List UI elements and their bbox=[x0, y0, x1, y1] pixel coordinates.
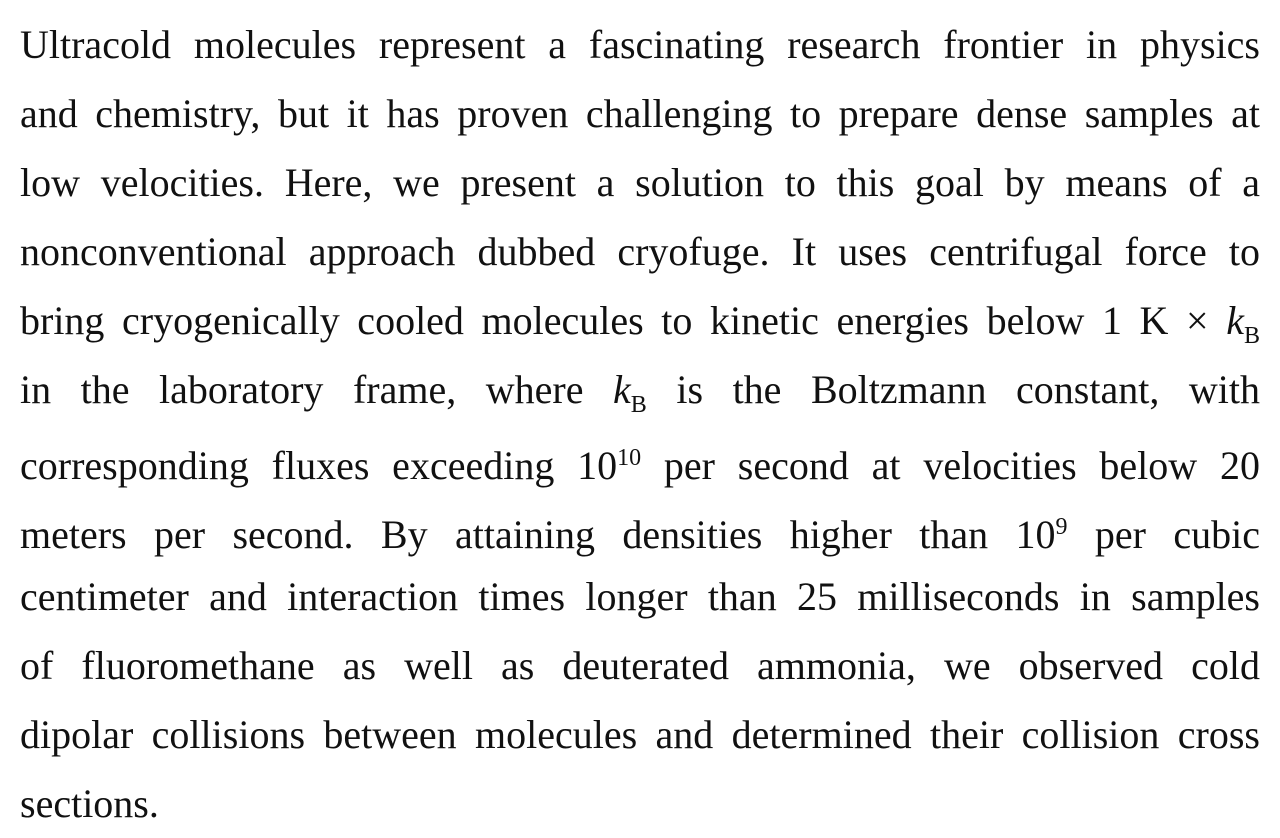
line-text: meters per second. By attaining densities higher than bbox=[20, 512, 1016, 557]
power-of-ten: $10^{10}$ bbox=[577, 443, 642, 488]
line-text: Ultracold molecules represent a fascinating research frontier in physics bbox=[20, 22, 1260, 67]
boltzmann-symbol: $k_B$ bbox=[1226, 298, 1260, 349]
text-line-8 bbox=[20, 493, 1260, 562]
text-line-1 bbox=[20, 10, 1260, 79]
boltzmann-symbol: $k_B$ bbox=[613, 367, 647, 418]
abstract-text-block bbox=[20, 10, 1260, 830]
line-text: dipolar collisions between molecules and determined their collision cross bbox=[20, 712, 1260, 757]
line-text: nonconventional approach dubbed cryofuge. It uses centrifugal force to bbox=[20, 229, 1260, 274]
text-line-5 bbox=[20, 286, 1260, 355]
superscript-exponent: 10 bbox=[617, 445, 642, 471]
superscript-exponent: 9 bbox=[1055, 514, 1068, 540]
line-text: in the laboratory frame, where bbox=[20, 367, 614, 412]
line-text: and chemistry, but it has proven challenging to prepare dense samples at bbox=[20, 91, 1260, 136]
text-line-2 bbox=[20, 79, 1260, 148]
line-text: is the Boltzmann constant, with bbox=[646, 367, 1260, 412]
text-line-12 bbox=[20, 769, 1260, 838]
text-line-6 bbox=[20, 355, 1260, 424]
line-text: corresponding fluxes exceeding bbox=[20, 443, 578, 488]
line-text: centimeter and interaction times longer than 25 milliseconds in samples bbox=[20, 574, 1260, 619]
text-line-7 bbox=[20, 424, 1260, 493]
text-line-4 bbox=[20, 217, 1260, 286]
power-of-ten: $10^9$ bbox=[1015, 512, 1068, 557]
line-text: per second at velocities below 20 bbox=[641, 443, 1260, 488]
subscript-b: B bbox=[1243, 323, 1260, 349]
line-text: low velocities. Here, we present a solution to this goal by means of a bbox=[20, 160, 1260, 205]
text-line-3 bbox=[20, 148, 1260, 217]
line-text: of fluoromethane as well as deuterated ammonia, we observed cold bbox=[20, 643, 1260, 688]
line-text: per cubic bbox=[1067, 512, 1260, 557]
subscript-b: B bbox=[630, 392, 647, 418]
text-line-11 bbox=[20, 700, 1260, 769]
line-text: sections. bbox=[20, 781, 159, 826]
line-text: bring cryogenically cooled molecules to kinetic energies below 1 K × bbox=[20, 298, 1227, 343]
text-line-9 bbox=[20, 562, 1260, 631]
text-line-10 bbox=[20, 631, 1260, 700]
